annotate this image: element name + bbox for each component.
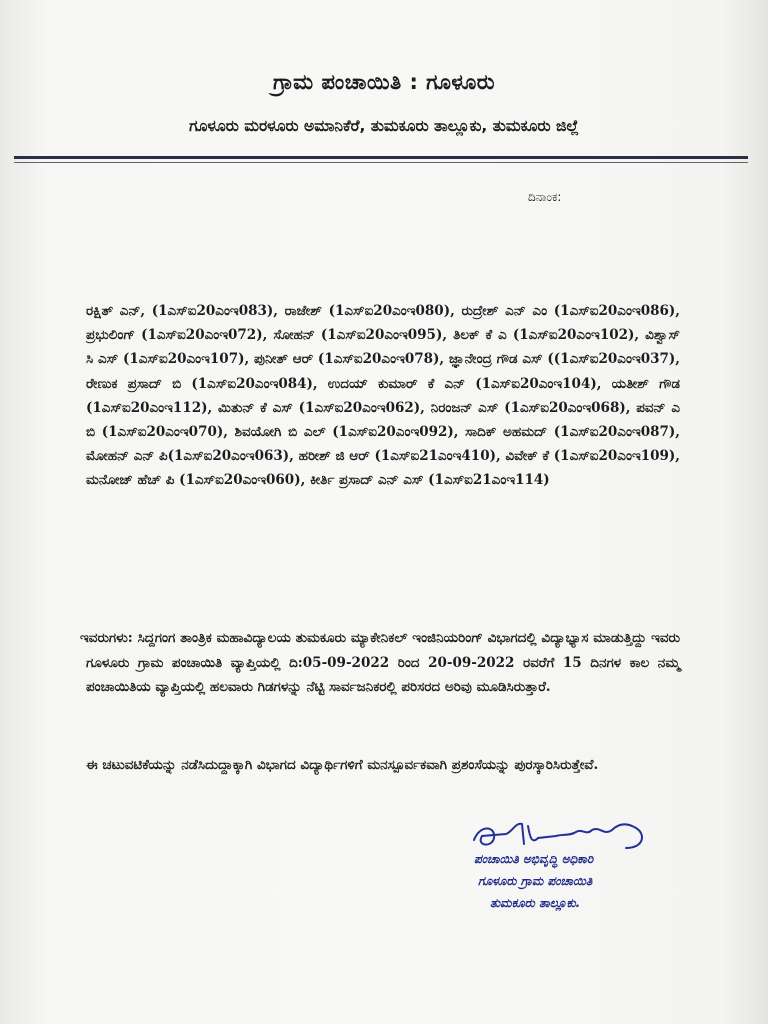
student-names-paragraph: ರಕ್ಷಿತ್ ಎನ್, (1ಎಸ್ಐ20ಎಂಇ083), ರಾಜೇಶ್ (1ಎಸ್ಐ20ಎಂಇ080), ರುದ್ರೇಶ್ ಎನ್ ಎಂ (1ಎಸ್ಐ20ಎಂಇ086), ಪ್ರಭುಲಿಂಗ್ (1ಎಸ್ಐ20ಎಂಇ072), ಸೋಹನ್ (1ಎಸ್ಐ20ಎಂಇ095), ತಿಲಕ್ ಕೆ ಎ (1ಎಸ್ಐ20ಎಂಇ102), ವಿಶ್ವಾಸ್ ಸಿ ಎಸ್ (1ಎಸ್ಐ20ಎಂಇ107), ಪುನೀತ್ ಆರ್ (1ಎಸ್ಐ20ಎಂಇ078), ಜ್ಞಾನೇಂದ್ರ ಗೌಡ ಎಸ್ ((1ಎಸ್ಐ20ಎಂಇ037), ರೇಣುಕ ಪ್ರಸಾದ್ ಬಿ (1ಎಸ್ಐ20ಎಂಇ084), ಉದಯ್ ಕುಮಾರ್ ಕೆ ಎನ್ (1ಎಸ್ಐ20ಎಂಇ104), ಯತೀಶ್ ಗೌಡ (1ಎಸ್ಐ20ಎಂಇ112), ಮಿತುನ್ ಕೆ ಎಸ್ (1ಎಸ್ಐ20ಎಂಇ062), ನಿರಂಜನ್ ಎಸ್ (1ಎಸ್ಐ20ಎಂಇ068), ಪವನ್ ಎ ಬಿ (1ಎಸ್ಐ20ಎಂಇ070), ಶಿವಯೋಗಿ ಬಿ ಎಲ್ (1ಎಸ್ಐ20ಎಂಇ092), ಸಾದಿಕ್ ಅಹಮದ್ (1ಎಸ್ಐ20ಎಂಇ087), ಮೋಹನ್ ಎನ್ ಪಿ(1ಎಸ್ಐ20ಎಂಇ063), ಹರೀಶ್ ಜಿ ಆರ್ (1ಎಸ್ಐ21ಎಂಇ410), ವಿವೇಕ್ ಕೆ (1ಎಸ್ಐ20ಎಂಇ109), ಮನೋಜ್ ಹೆಚ್ ಪಿ (1ಎಸ್ಐ20ಎಂಇ060), ಕೀರ್ತಿ ಪ್ರಸಾದ್ ಎನ್ ಎಸ್ (1ಎಸ್ಐ21ಎಂಇ114) xyxy=(86,303,680,489)
stamp-taluk: ತುಮಕೂರು ತಾಲ್ಲೂಕು. xyxy=(490,896,581,910)
officer-signature xyxy=(466,818,666,878)
stamp-panchayat: ಗೂಳೂರು ಗ್ರಾಮ ಪಂಚಾಯಿತಿ xyxy=(478,874,593,888)
letterhead-title: ಗ್ರಾಮ ಪಂಚಾಯಿತಿ : ಗೂಳೂರು xyxy=(272,70,496,94)
letterhead-address: ಗೂಳೂರು ಮರಳೂರು ಅಮಾನಿಕೆರೆ, ತುಮಕೂರು ತಾಲ್ಲೂಕು, ತುಮಕೂರು ಜಿಲ್ಲೆ xyxy=(189,117,579,135)
certificate-body-paragraph: ಇವರುಗಳು: ಸಿದ್ದಗಂಗ ತಾಂತ್ರಿಕ ಮಹಾವಿದ್ಯಾಲಯ ತುಮಕೂರು ಮ್ಯಾಕೇನಿಕಲ್ ಇಂಜಿನಿಯರಿಂಗ್ ವಿಭಾಗದಲ್ಲಿ ವಿದ್ಯಾಭ್ಯಾಸ ಮಾಡುತ್ತಿದ್ದು ಇವರು ಗೂಳೂರು ಗ್ರಾಮ ಪಂಚಾಯಿತಿ ವ್ಯಾಪ್ತಿಯಲ್ಲಿ ದಿ:05-09-2022 ರಿಂದ 20-09-2022 ರವರೆಗೆ 15 ದಿನಗಳ ಕಾಲ ನಮ್ಮ ಪಂಚಾಯಿತಿಯ ವ್ಯಾಪ್ತಿಯಲ್ಲಿ ಹಲವಾರು ಗಿಡಗಳನ್ನು ನೆಟ್ಟಿ ಸಾರ್ವಜನಿಕರಲ್ಲಿ ಪರಿಸರದ ಅರಿವು ಮೂಡಿಸಿರುತ್ತಾರೆ. xyxy=(80,630,680,695)
date-label: ದಿನಾಂಕ: xyxy=(528,190,562,204)
header-divider-thick xyxy=(14,156,748,159)
appreciation-paragraph: ಈ ಚಟುವಟಿಕೆಯನ್ನು ನಡೆಸಿದುದ್ದಾಕ್ಕಾಗಿ ವಿಭಾಗದ ವಿದ್ಯಾರ್ಥಿಗಳಿಗೆ ಮನಸ್ಪೂರ್ವಕವಾಗಿ ಪ್ರಶಂಸೆಯನ್ನು ಪುರಸ್ಕಾರಿಸಿರುತ್ತೇವೆ. xyxy=(86,757,599,773)
header-divider-thin xyxy=(14,162,748,163)
stamp-designation: ಪಂಚಾಯಿತಿ ಅಭಿವೃದ್ಧಿ ಅಧಿಕಾರಿ xyxy=(474,852,594,866)
